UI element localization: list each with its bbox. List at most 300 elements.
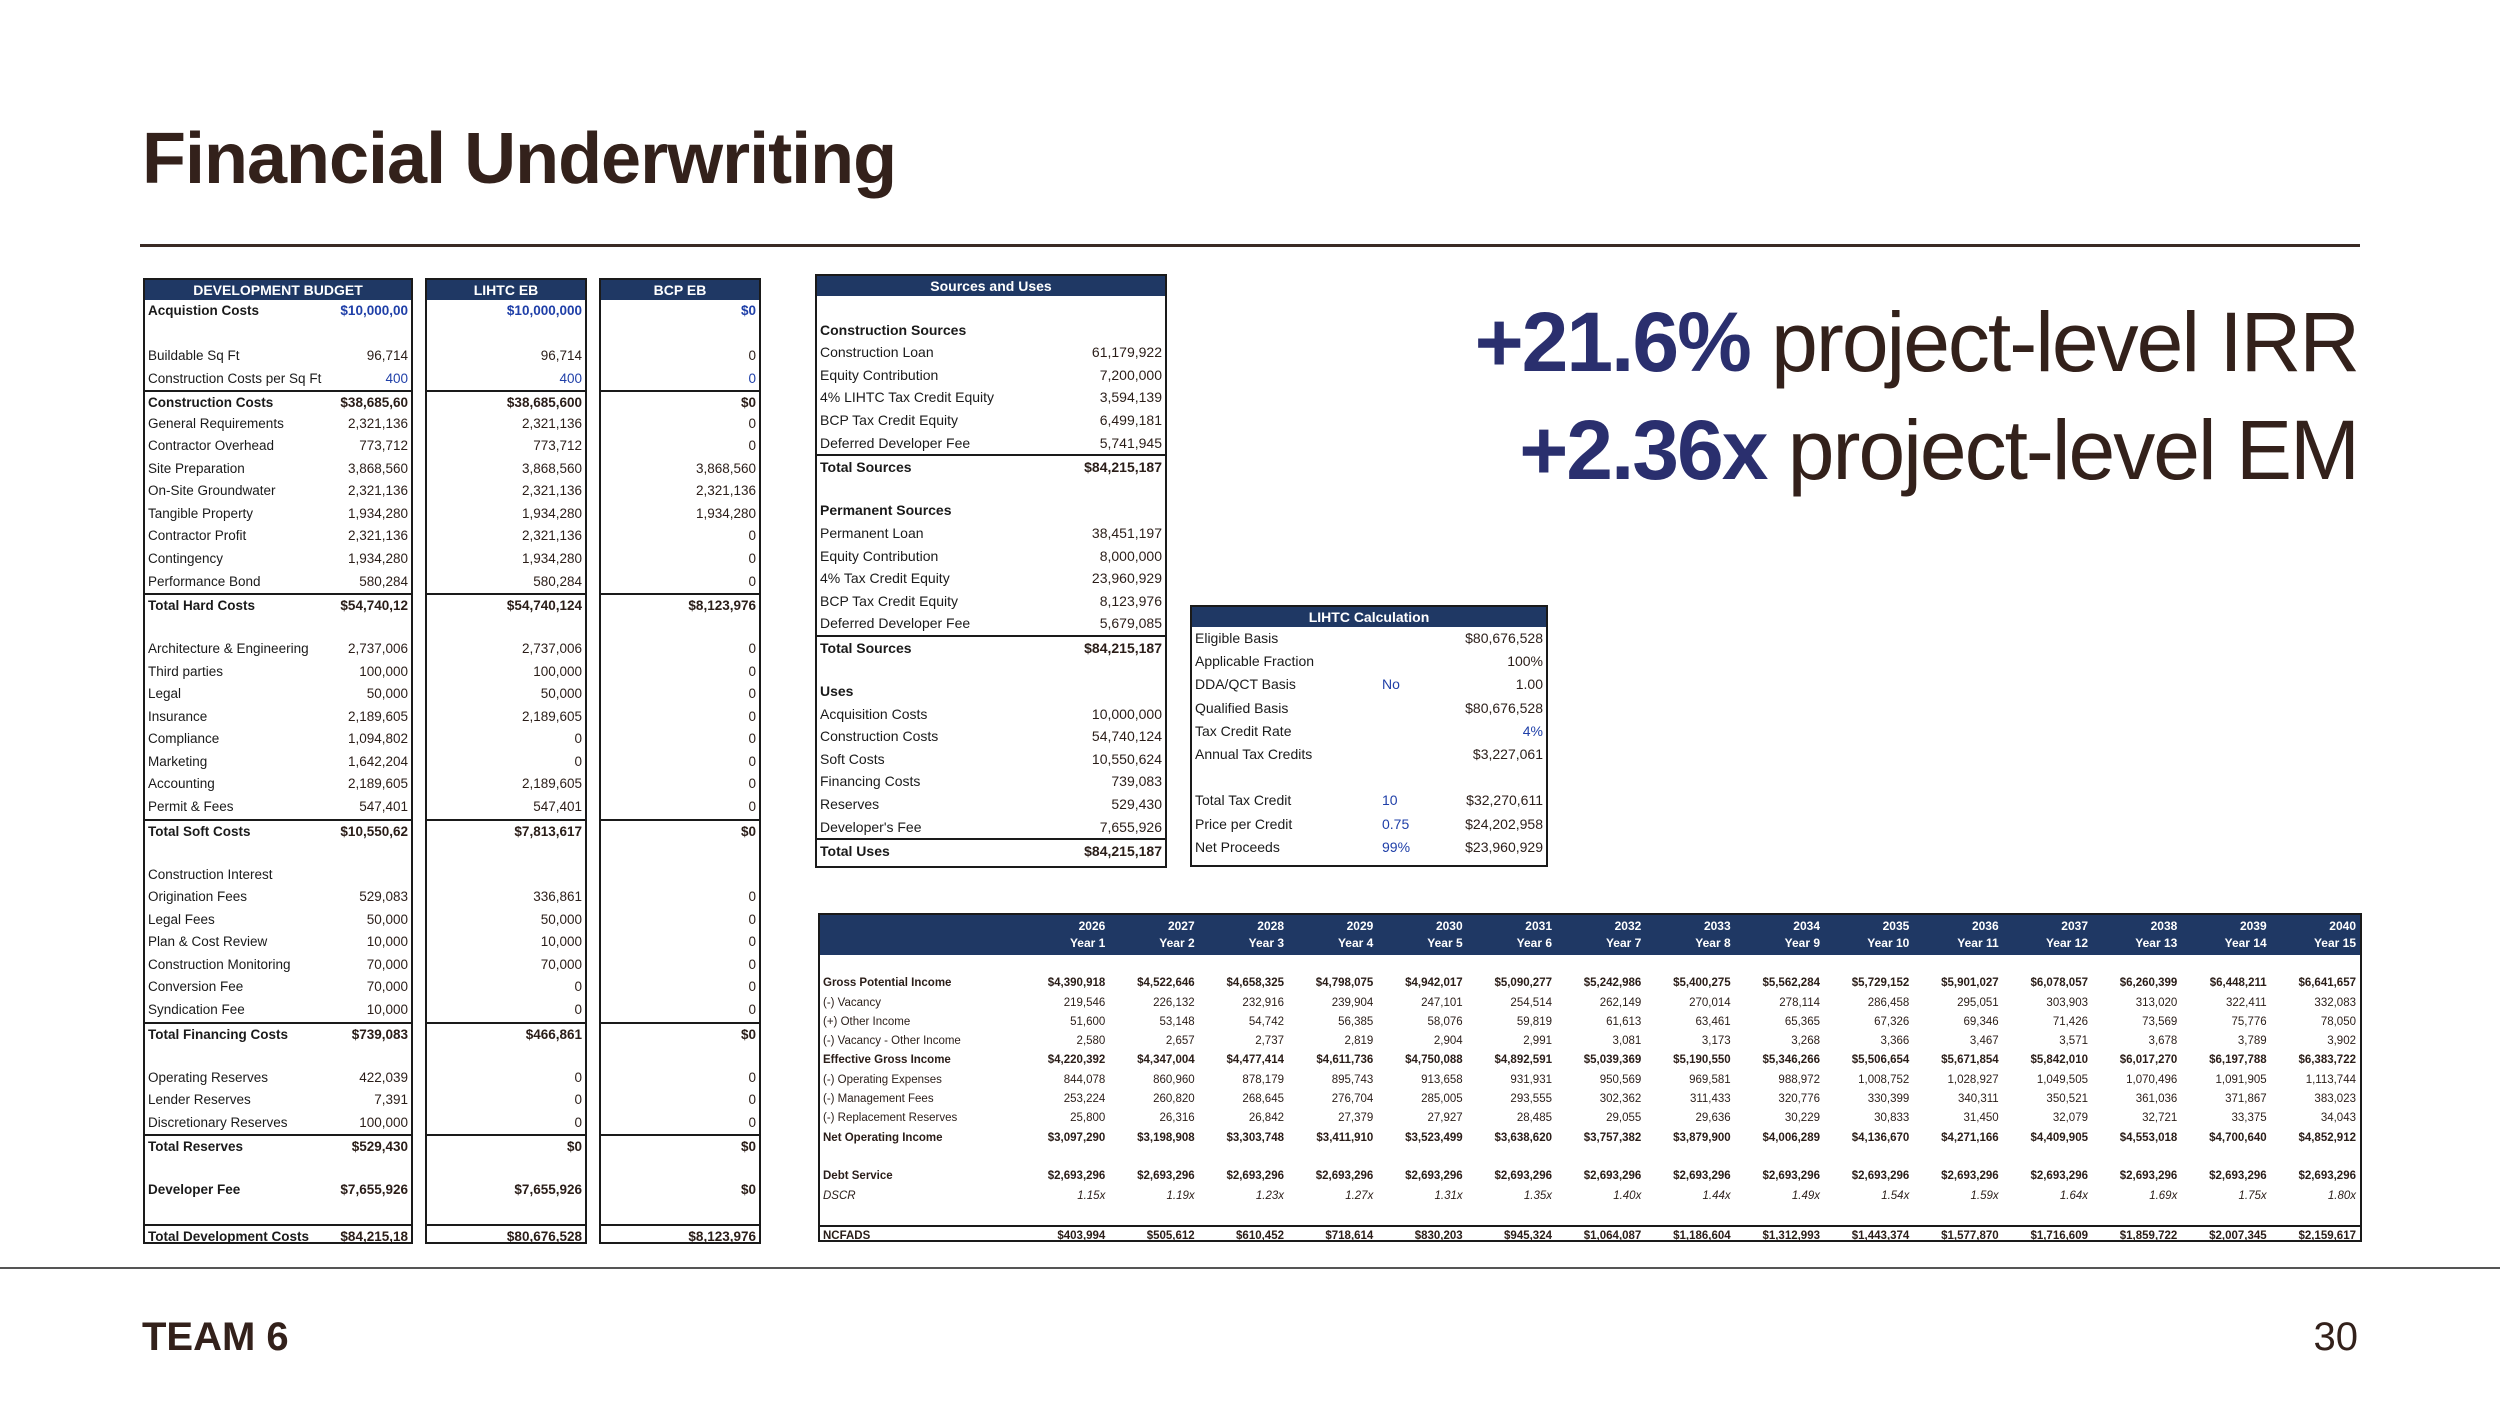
projection-cell: $6,260,399: [2119, 977, 2178, 990]
budget-row-value: 1,934,280: [521, 551, 582, 567]
projection-row-label: (+) Other Income: [823, 1015, 911, 1028]
budget-row-value: 100,000: [359, 663, 408, 679]
projection-cell: 31,450: [1963, 1112, 1999, 1125]
projection-cell: $5,842,010: [2030, 1054, 2088, 1067]
lihtc-label: Total Tax Credit: [1195, 792, 1292, 809]
sources-uses-value: $84,215,187: [1084, 459, 1162, 476]
budget-row-value: 0: [748, 934, 756, 950]
projection-row-label: DSCR: [823, 1189, 856, 1202]
budget-row: [427, 1157, 585, 1180]
projection-cell: 78,050: [2320, 1015, 2356, 1028]
projection-cell: $2,693,296: [1673, 1170, 1731, 1183]
budget-row-value: 0: [574, 1114, 582, 1130]
sources-uses-label: Construction Sources: [820, 321, 967, 338]
projection-cell: 2,580: [1076, 1035, 1106, 1048]
projection-cell: 56,385: [1338, 1015, 1374, 1028]
projection-cell: 844,078: [1063, 1073, 1106, 1086]
budget-row-value: 2,189,605: [347, 708, 408, 724]
sources-uses-row: [817, 454, 1165, 477]
budget-row-label: Third parties: [148, 663, 224, 679]
projection-cell: $6,641,657: [2298, 977, 2356, 990]
projection-cell: 3,902: [2327, 1035, 2356, 1048]
projection-year-label: Year 11: [1957, 936, 1999, 950]
budget-row-value: $739,083: [351, 1026, 408, 1042]
budget-row: [145, 368, 411, 391]
budget-row-value: 0: [748, 799, 756, 815]
budget-row-value: $0: [740, 823, 756, 839]
projection-cell: 3,268: [1791, 1035, 1820, 1048]
budget-row: [601, 1157, 759, 1180]
budget-row-value: $38,685,60: [340, 395, 408, 411]
projection-cell: [1467, 1206, 1556, 1225]
projection-cell: 1.31x: [1434, 1189, 1463, 1202]
page-number: 30: [2313, 1315, 2358, 1359]
budget-row: [145, 345, 411, 368]
projection-cell: $2,693,296: [1494, 1170, 1552, 1183]
budget-row: [427, 864, 585, 887]
sources-uses-label: 4% Tax Credit Equity: [820, 570, 950, 587]
projection-year: 2039: [2239, 919, 2267, 933]
projection-year-header: [1467, 915, 1556, 955]
projection-corner: [820, 915, 1020, 955]
budget-row-value: 0: [748, 415, 756, 431]
projection-cell: 53,148: [1159, 1015, 1195, 1028]
projection-cell: [2271, 1206, 2360, 1225]
projection-cell: 295,051: [1957, 996, 1999, 1009]
budget-row-value: 1,934,280: [695, 505, 756, 521]
budget-row: [145, 1089, 411, 1112]
sources-uses-value: 10,000,000: [1091, 705, 1162, 722]
budget-row: [601, 751, 759, 774]
projection-cell: 313,020: [2135, 996, 2178, 1009]
projection-header: [820, 915, 2360, 955]
projection-cell: $5,562,284: [1762, 977, 1820, 990]
sources-uses-value: 529,430: [1111, 796, 1162, 813]
sources-uses-label: Uses: [820, 683, 854, 700]
budget-row: [601, 999, 759, 1022]
budget-row: [145, 1112, 411, 1135]
projection-cell: $6,383,722: [2298, 1054, 2356, 1067]
budget-row: [145, 976, 411, 999]
projection-year-label: Year 9: [1784, 936, 1820, 950]
projection-cell: 59,819: [1516, 1015, 1552, 1028]
budget-row-label: Permit & Fees: [148, 799, 234, 815]
sources-uses-value: 3,594,139: [1099, 389, 1162, 406]
projection-row: [820, 955, 2360, 974]
projection-year: 2036: [1971, 919, 1999, 933]
projection-cell: 61,613: [1606, 1015, 1642, 1028]
projection-cell: 29,636: [1695, 1112, 1731, 1125]
budget-row-value: 336,861: [533, 889, 582, 905]
budget-row-value: 0: [748, 686, 756, 702]
sources-uses-label: Soft Costs: [820, 750, 885, 767]
projection-year-label: Year 3: [1248, 936, 1284, 950]
budget-row: [145, 548, 411, 571]
projection-cell: 1,008,752: [1858, 1073, 1910, 1086]
budget-row-value: 2,321,136: [347, 528, 408, 544]
budget-row-value: $0: [740, 1026, 756, 1042]
projection-cell: 2,819: [1344, 1035, 1374, 1048]
projection-cell: 3,467: [1969, 1035, 1999, 1048]
projection-cell: $2,693,296: [1405, 1170, 1463, 1183]
sources-uses-row: [817, 522, 1165, 545]
projection-cell: $4,477,414: [1226, 1054, 1284, 1067]
projection-cell: 73,569: [2142, 1015, 2178, 1028]
budget-row-value: $10,550,62: [340, 823, 408, 839]
projection-year-header: [1109, 915, 1198, 955]
projection-cell: 2,657: [1165, 1035, 1195, 1048]
lihtc-value: 1.00: [1515, 676, 1543, 693]
budget-row: [601, 864, 759, 887]
development-budget-rows: [145, 300, 411, 1247]
projection-cell: $3,198,908: [1137, 1131, 1195, 1144]
projection-cell: [1377, 1206, 1466, 1225]
budget-row: [427, 841, 585, 864]
budget-row: [601, 1044, 759, 1067]
budget-row-value: 580,284: [359, 573, 408, 589]
projection-cell: $1,859,722: [2119, 1230, 2178, 1243]
projection-cell: 2,991: [1523, 1035, 1552, 1048]
projection-cell: 1,049,505: [2036, 1073, 2088, 1086]
budget-row-label: Acquistion Costs: [148, 303, 260, 318]
budget-row: [427, 728, 585, 751]
projection-cell: 950,569: [1599, 1073, 1642, 1086]
projection-row: [820, 1129, 2360, 1148]
lihtc-label: Price per Credit: [1195, 815, 1293, 832]
budget-row: [601, 841, 759, 864]
budget-row: [601, 616, 759, 639]
budget-row-label: Total Reserves: [148, 1139, 244, 1155]
sources-uses-value: 6,499,181: [1099, 411, 1162, 428]
projection-year-header: [1913, 915, 2002, 955]
projection-cell: $2,693,296: [1226, 1170, 1284, 1183]
projection-year-header: [1556, 915, 1645, 955]
projection-row: [820, 1206, 2360, 1225]
lihtc-label: DDA/QCT Basis: [1195, 676, 1296, 693]
budget-row: [601, 1134, 759, 1157]
budget-row-value: 0: [748, 956, 756, 972]
budget-row: [145, 841, 411, 864]
projection-cell: $6,078,057: [2030, 977, 2088, 990]
projection-year-header: [1824, 915, 1913, 955]
budget-row: [145, 1044, 411, 1067]
budget-row-label: Construction Monitoring: [148, 956, 291, 972]
projection-cell: [2003, 1148, 2092, 1167]
projection-row: [820, 1013, 2360, 1032]
projection-year: 2033: [1703, 919, 1731, 933]
projection-year: 2030: [1435, 919, 1463, 933]
title-divider: [140, 244, 2360, 247]
projection-row-label: [820, 1148, 1020, 1167]
projection-year-label: Year 7: [1605, 936, 1642, 950]
projection-cell: 371,867: [2225, 1093, 2267, 1106]
projection-cell: $4,522,646: [1137, 977, 1195, 990]
projection-cell: 28,485: [1516, 1112, 1552, 1125]
projection-row-label: (-) Management Fees: [823, 1093, 934, 1106]
projection-cell: $3,303,748: [1226, 1131, 1284, 1144]
budget-row: [427, 1224, 585, 1247]
budget-row-value: 0: [748, 1069, 756, 1085]
lihtc-label: Annual Tax Credits: [1195, 745, 1313, 762]
projection-cell: [1020, 1148, 1109, 1167]
budget-row: [427, 1202, 585, 1225]
sources-uses-label: BCP Tax Credit Equity: [820, 592, 958, 609]
budget-row: [145, 300, 411, 323]
budget-row-label: Construction Costs per Sq Ft: [148, 370, 322, 386]
projection-cell: $4,892,591: [1494, 1054, 1552, 1067]
sources-uses-label: Developer's Fee: [820, 818, 922, 835]
budget-row: [601, 413, 759, 436]
budget-row-value: 3,868,560: [695, 460, 756, 476]
projection-cell: $5,090,277: [1494, 977, 1552, 990]
budget-row: [601, 571, 759, 594]
projection-cell: 3,081: [1612, 1035, 1642, 1048]
budget-row-value: 70,000: [366, 979, 408, 995]
projection-cell: [1377, 1148, 1466, 1167]
budget-row-label: On-Site Groundwater: [148, 483, 276, 499]
budget-row: [145, 661, 411, 684]
projection-cell: [1288, 1148, 1377, 1167]
budget-row: [427, 480, 585, 503]
budget-row: [601, 976, 759, 999]
projection-cell: [1735, 955, 1824, 974]
budget-row: [427, 503, 585, 526]
lihtc-label: Eligible Basis: [1195, 630, 1279, 646]
budget-row: [427, 413, 585, 436]
projection-cell: $2,693,296: [2298, 1170, 2356, 1183]
budget-row-label: Architecture & Engineering: [148, 641, 309, 657]
budget-row-value: 0: [748, 641, 756, 657]
budget-row: [145, 954, 411, 977]
budget-row: [427, 616, 585, 639]
projection-cell: 239,904: [1331, 996, 1374, 1009]
budget-row-value: 2,321,136: [521, 528, 582, 544]
projection-cell: [1645, 1148, 1734, 1167]
projection-cell: 58,076: [1427, 1015, 1463, 1028]
budget-row-value: 50,000: [540, 911, 582, 927]
budget-row-value: 3,868,560: [521, 460, 582, 476]
budget-row-label: Legal: [148, 686, 182, 702]
sources-uses-row: [817, 725, 1165, 748]
budget-row: [427, 661, 585, 684]
projection-cell: [1645, 955, 1734, 974]
projection-cell: $4,347,004: [1137, 1054, 1195, 1067]
projection-year: 2037: [2061, 919, 2088, 933]
lihtc-value: $80,676,528: [1465, 630, 1543, 646]
budget-row: [145, 1202, 411, 1225]
projection-cell: $1,716,609: [2030, 1230, 2088, 1243]
projection-year: 2027: [1167, 919, 1195, 933]
budget-row: [601, 368, 759, 391]
budget-row: [427, 548, 585, 571]
lihtc-row: [1192, 673, 1546, 696]
projection-year-header: [1377, 915, 1466, 955]
projection-cell: 268,645: [1242, 1093, 1284, 1106]
projection-cell: [1199, 1206, 1288, 1225]
budget-row: [601, 548, 759, 571]
development-budget-header: DEVELOPMENT BUDGET: [145, 280, 411, 300]
budget-row-value: 2,189,605: [521, 776, 582, 792]
lihtc-calculation-table: [1190, 605, 1548, 867]
projection-year: 2032: [1614, 919, 1642, 933]
projection-cell: 860,960: [1153, 1073, 1195, 1086]
budget-row-value: 10,000: [540, 934, 582, 950]
projection-cell: 69,346: [1963, 1015, 1999, 1028]
projection-cell: 3,366: [1880, 1035, 1910, 1048]
budget-row-value: 10,000: [366, 1001, 408, 1017]
budget-row: [427, 1044, 585, 1067]
projection-cell: 1.75x: [2238, 1189, 2267, 1202]
budget-row: [427, 773, 585, 796]
projection-cell: [2271, 955, 2360, 974]
sources-uses-value: 54,740,124: [1091, 728, 1162, 745]
projection-cell: 33,375: [2231, 1112, 2267, 1125]
budget-row: [145, 773, 411, 796]
budget-row: [145, 706, 411, 729]
projection-cell: 913,658: [1421, 1073, 1463, 1086]
projection-cell: $2,693,296: [1941, 1170, 1999, 1183]
lihtc-row: [1192, 766, 1546, 789]
projection-cell: 2,737: [1255, 1035, 1284, 1048]
projection-cell: $3,879,900: [1673, 1131, 1731, 1144]
sources-uses-label: Deferred Developer Fee: [820, 615, 971, 632]
budget-row-value: 0: [574, 979, 582, 995]
projection-year-label: Year 4: [1337, 936, 1374, 950]
projection-cell: 32,079: [2052, 1112, 2088, 1125]
sources-uses-value: 61,179,922: [1091, 344, 1162, 361]
page-title: Financial Underwriting: [142, 119, 897, 199]
projection-cell: 260,820: [1153, 1093, 1195, 1106]
projection-cell: 71,426: [2052, 1015, 2088, 1028]
budget-row-value: 50,000: [540, 686, 582, 702]
budget-row-value: 1,642,204: [347, 753, 408, 769]
budget-row-label: Construction Interest: [148, 866, 273, 882]
lihtc-row: [1192, 697, 1546, 720]
projection-cell: 286,458: [1867, 996, 1910, 1009]
lihtc-row: [1192, 650, 1546, 673]
projection-row: [820, 1051, 2360, 1070]
projection-cell: 1.69x: [2149, 1189, 2178, 1202]
budget-row: [601, 954, 759, 977]
budget-row: [427, 435, 585, 458]
budget-row-value: $84,215,18: [340, 1229, 408, 1245]
projection-cell: $2,693,296: [1047, 1170, 1106, 1183]
projection-cell: [2003, 955, 2092, 974]
sources-uses-row: [817, 432, 1165, 455]
budget-row-value: $7,813,617: [514, 823, 582, 839]
projection-row-label: [820, 955, 1020, 974]
projection-row: [820, 1090, 2360, 1109]
sources-uses-row: [817, 590, 1165, 613]
sources-uses-row: [817, 567, 1165, 590]
projection-cell: 3,678: [2148, 1035, 2178, 1048]
budget-row: [145, 638, 411, 661]
budget-row: [145, 616, 411, 639]
projection-cell: $2,693,296: [2030, 1170, 2088, 1183]
projection-year-label: Year 10: [1867, 936, 1910, 950]
budget-row-value: 3,868,560: [347, 460, 408, 476]
projection-cell: $4,409,905: [2030, 1131, 2088, 1144]
projection-cell: [1556, 1148, 1645, 1167]
lihtc-value: $80,676,528: [1465, 699, 1543, 716]
budget-row-value: $7,655,926: [340, 1182, 408, 1198]
budget-row-value: 422,039: [359, 1069, 408, 1085]
projection-year-label: Year 1: [1069, 936, 1106, 950]
budget-row: [145, 435, 411, 458]
projection-cell: [2092, 955, 2181, 974]
budget-row-label: Site Preparation: [148, 460, 245, 476]
budget-row-label: Total Development Costs: [148, 1229, 310, 1245]
projection-cell: $945,324: [1504, 1230, 1552, 1243]
sources-uses-row: [817, 341, 1165, 364]
budget-row-label: Construction Costs: [148, 395, 274, 411]
budget-row-value: 0: [748, 573, 756, 589]
projection-cell: 1,070,496: [2126, 1073, 2178, 1086]
projection-cell: $1,064,087: [1583, 1230, 1642, 1243]
lihtc-input: 0.75: [1382, 815, 1410, 832]
sources-uses-label: Construction Costs: [820, 728, 939, 745]
budget-row-value: 0: [574, 731, 582, 747]
projection-cell: 1.15x: [1077, 1189, 1106, 1202]
lihtc-value: 4%: [1522, 722, 1543, 739]
sources-uses-row: [817, 386, 1165, 409]
budget-row: [427, 458, 585, 481]
lihtc-label: Applicable Fraction: [1195, 653, 1315, 670]
sources-uses-label: BCP Tax Credit Equity: [820, 411, 958, 428]
projection-cell: [1020, 955, 1109, 974]
projection-cell: $4,658,325: [1226, 977, 1284, 990]
projection-cell: 332,083: [2314, 996, 2356, 1009]
sources-uses-value: 5,679,085: [1099, 615, 1162, 632]
budget-row-value: 0: [748, 708, 756, 724]
projection-cell: $5,190,550: [1673, 1054, 1731, 1067]
budget-row: [601, 300, 759, 323]
projection-cell: 320,776: [1778, 1093, 1820, 1106]
projection-cell: [1377, 955, 1466, 974]
sources-uses-label: Total Uses: [820, 843, 890, 860]
budget-row: [145, 796, 411, 819]
bcp-eb-rows: [601, 300, 759, 1247]
sources-uses-row: [817, 816, 1165, 839]
sources-uses-row: [817, 838, 1165, 861]
sources-uses-label: Total Sources: [820, 459, 912, 476]
budget-row-value: $10,000,00: [340, 303, 408, 318]
budget-row: [601, 931, 759, 954]
projection-cell: 988,972: [1778, 1073, 1820, 1086]
lihtc-value: $32,270,611: [1466, 792, 1543, 809]
budget-row-value: $10,000,000: [506, 303, 582, 318]
budget-row: [601, 683, 759, 706]
budget-row: [145, 1224, 411, 1247]
projection-cell: 1.19x: [1166, 1189, 1195, 1202]
budget-row: [145, 593, 411, 616]
budget-row-value: 0: [748, 1001, 756, 1017]
projection-cell: [1199, 955, 1288, 974]
budget-row: [601, 480, 759, 503]
projection-cell: $6,017,270: [2119, 1054, 2178, 1067]
projection-cell: 383,023: [2314, 1093, 2356, 1106]
budget-row-label: Developer Fee: [148, 1182, 241, 1198]
budget-row: [145, 503, 411, 526]
projection-cell: 302,362: [1599, 1093, 1642, 1106]
projection-cell: [1109, 955, 1198, 974]
irr-metric: [1475, 288, 2358, 396]
footer-divider: [0, 1267, 2500, 1269]
lihtc-eb-rows: [427, 300, 585, 1247]
sources-uses-rows: [817, 296, 1165, 861]
budget-row: [601, 1202, 759, 1225]
budget-row: [145, 480, 411, 503]
